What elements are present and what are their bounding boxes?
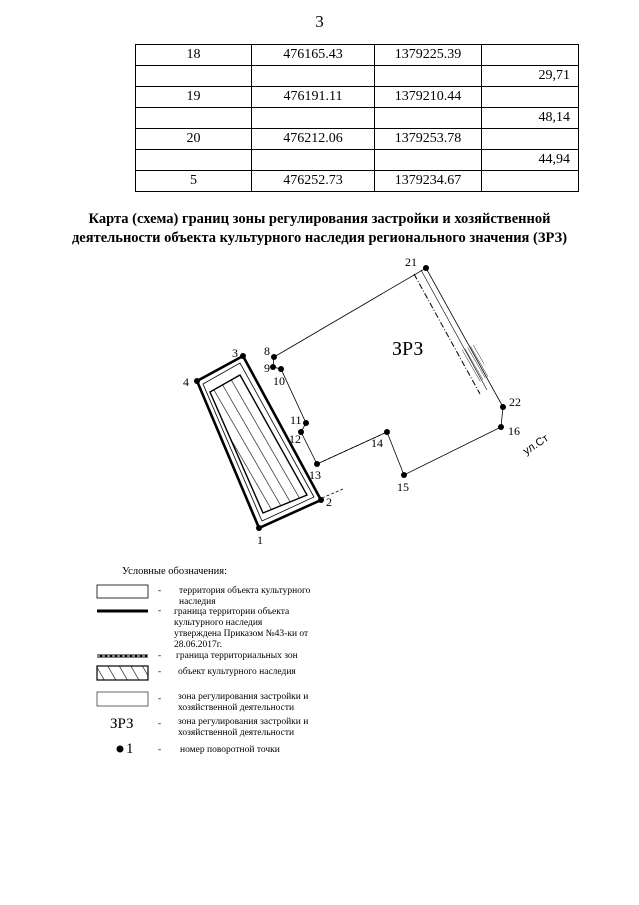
- legend-text-line: зона регулирования застройки и: [178, 717, 309, 727]
- legend-text-line: 28.06.2017г.: [174, 640, 222, 650]
- point-label-15: 15: [397, 480, 409, 494]
- table-cell-point: 19: [136, 87, 252, 108]
- legend-symbol-heritage-object: [97, 666, 148, 680]
- legend-symbol-heritage-territory: [97, 585, 148, 598]
- legend-dash-5: -: [158, 694, 162, 704]
- point-label-11: 11: [290, 413, 302, 427]
- zone-label-zrz: ЗРЗ: [392, 338, 424, 360]
- legend-symbol-zrz-text: ЗРЗ: [110, 716, 134, 732]
- legend-text-line: наследия: [179, 597, 216, 607]
- legend-symbol-zrz-zone: [97, 692, 148, 706]
- table-cell-y: 1379225.39: [375, 45, 482, 66]
- point-marker-21: [423, 265, 429, 271]
- territorial-zone-boundary: [317, 270, 487, 498]
- point-marker-22: [500, 404, 506, 410]
- legend-dash-6: -: [158, 719, 162, 729]
- table-cell-x: 476252.73: [252, 171, 375, 192]
- table-cell-point: 20: [136, 129, 252, 150]
- legend-dash-2: -: [158, 606, 162, 616]
- point-label-22: 22: [509, 395, 521, 409]
- table-cell-dist: 44,94: [482, 150, 579, 171]
- map-title-line-2: деятельности объекта культурного наследия регионального значения (ЗРЗ): [71, 230, 568, 246]
- zrz-zone-outline: [273, 268, 503, 475]
- legend-symbol-point-marker: [117, 746, 124, 753]
- point-marker-13: [314, 461, 320, 467]
- point-marker-16: [498, 424, 504, 430]
- legend-text-line: территория объекта культурного: [179, 586, 311, 596]
- point-marker-4: [194, 378, 200, 384]
- point-label-8: 8: [264, 344, 270, 358]
- legend-dash-3: -: [158, 651, 162, 661]
- table-cell-dist: 29,71: [482, 66, 579, 87]
- legend-dash-7: -: [158, 745, 162, 755]
- legend-text-line: объект культурного наследия: [178, 667, 296, 677]
- table-cell-x: 476212.06: [252, 129, 375, 150]
- point-label-13: 13: [309, 468, 321, 482]
- point-marker-3: [240, 353, 246, 359]
- point-label-12: 12: [289, 432, 301, 446]
- point-label-2: 2: [326, 495, 332, 509]
- table-cell-point: 18: [136, 45, 252, 66]
- legend-text-line: культурного наследия: [174, 618, 263, 628]
- legend-text-line: граница территориальных зон: [176, 651, 298, 661]
- point-marker-15: [401, 472, 407, 478]
- legend-text-line: граница территории объекта: [174, 607, 290, 617]
- legend-text-line: утверждена Приказом №43-ки от: [174, 629, 309, 639]
- boundary-hatch-segment: [462, 344, 489, 383]
- street-label: ул.Ст: [521, 432, 551, 458]
- point-marker-9: [270, 364, 276, 370]
- table-cell-point: 5: [136, 171, 252, 192]
- point-label-4: 4: [183, 375, 189, 389]
- point-marker-8: [271, 354, 277, 360]
- table-cell-dist: 48,14: [482, 108, 579, 129]
- point-label-9: 9: [264, 361, 270, 375]
- table-cell-y: 1379234.67: [375, 171, 482, 192]
- point-marker-14: [384, 429, 390, 435]
- map-title-line-1: Карта (схема) границ зоны регулирования застройки и хозяйственной: [88, 211, 551, 227]
- legend-dash-1: -: [158, 586, 162, 596]
- point-marker-11: [303, 420, 309, 426]
- point-marker-10: [278, 366, 284, 372]
- point-label-21: 21: [405, 255, 417, 269]
- legend-symbols: [97, 585, 148, 753]
- legend-dash-4: -: [158, 667, 162, 677]
- legend-text-line: номер поворотной точки: [180, 745, 280, 755]
- point-label-1: 1: [257, 533, 263, 547]
- point-label-14: 14: [371, 436, 383, 450]
- legend-text-line: хозяйственной деятельности: [178, 728, 295, 738]
- table-cell-x: 476165.43: [252, 45, 375, 66]
- legend-text-line: зона регулирования застройки и: [178, 692, 309, 702]
- legend-symbol-point-number: 1: [126, 741, 134, 757]
- point-label-10: 10: [273, 374, 285, 388]
- legend-heading: Условные обозначения:: [122, 566, 228, 577]
- point-label-16: 16: [508, 424, 520, 438]
- table-cell-y: 1379210.44: [375, 87, 482, 108]
- table-cell-x: 476191.11: [252, 87, 375, 108]
- page-number: 3: [315, 12, 324, 31]
- point-marker-2: [318, 497, 324, 503]
- legend-text-line: хозяйственной деятельности: [178, 703, 295, 713]
- table-cell-y: 1379253.78: [375, 129, 482, 150]
- point-label-3: 3: [232, 346, 238, 360]
- point-marker-1: [256, 525, 262, 531]
